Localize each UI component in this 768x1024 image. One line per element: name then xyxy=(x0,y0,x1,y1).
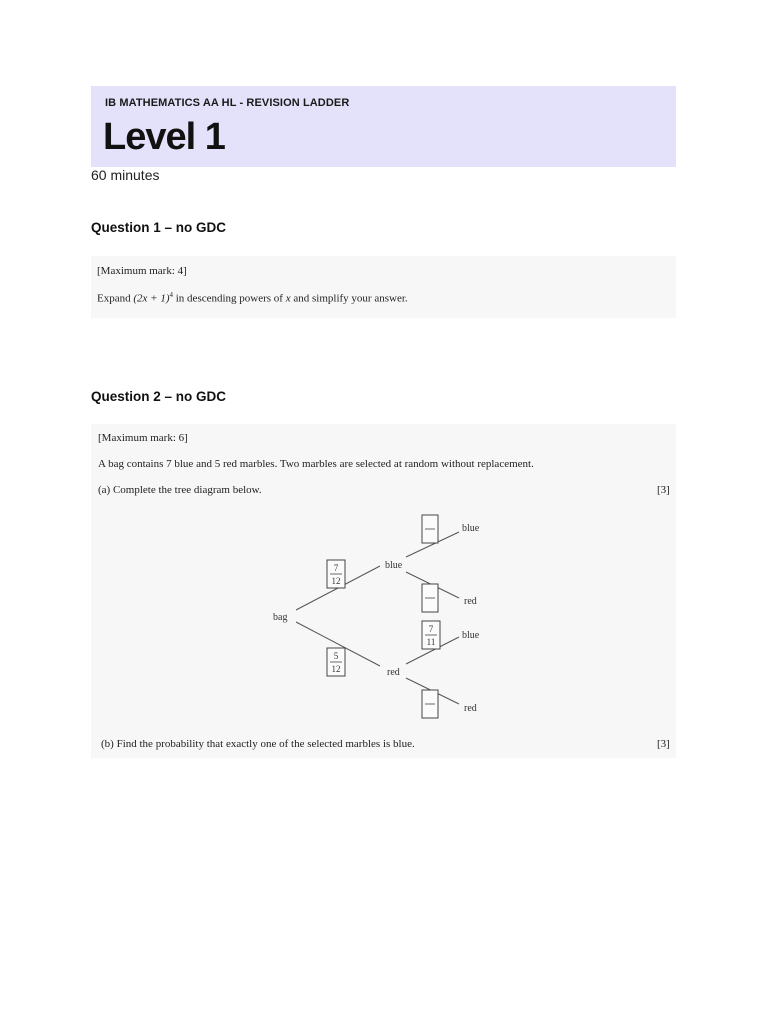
question-2-max-mark: [Maximum mark: 6] xyxy=(98,432,188,444)
p-red-numerator: 5 xyxy=(333,651,339,661)
node-first-red: red xyxy=(387,667,400,678)
course-kicker: IB MATHEMATICS AA HL - REVISION LADDER xyxy=(105,97,350,109)
question-2-part-a: (a) Complete the tree diagram below. xyxy=(98,484,262,496)
question-1-body xyxy=(91,256,676,318)
question-1-max-mark: [Maximum mark: 4] xyxy=(97,265,187,277)
prompt-text-mid: in descending powers of xyxy=(173,292,286,305)
question-2-intro: A bag contains 7 blue and 5 red marbles. Two marbles are selected at random without replacement. xyxy=(98,458,534,470)
node-blue-red: red xyxy=(464,596,477,607)
part-b-marks: [3] xyxy=(657,738,670,750)
node-bag: bag xyxy=(273,612,288,623)
p-red-denominator: 12 xyxy=(331,664,341,674)
node-blue-blue: blue xyxy=(462,523,480,534)
p-red-blue-numerator: 7 xyxy=(428,624,434,634)
expression-power: 4 xyxy=(169,291,173,299)
question-2-body xyxy=(91,424,676,758)
question-2-part-b: (b) Find the probability that exactly one of the selected marbles is blue. xyxy=(101,738,415,750)
prompt-text-before: Expand xyxy=(97,292,134,305)
question-1-heading: Question 1 – no GDC xyxy=(91,220,227,235)
expression-base: (2x + 1) xyxy=(133,292,170,305)
p-blue-denominator: 12 xyxy=(331,576,341,586)
question-2-heading: Question 2 – no GDC xyxy=(91,389,227,404)
duration-label: 60 minutes xyxy=(91,167,160,183)
node-red-red: red xyxy=(464,703,477,714)
title-banner xyxy=(91,86,676,167)
p-red-blue-denominator: 11 xyxy=(426,637,436,647)
p-blue-numerator: 7 xyxy=(333,563,339,573)
node-first-blue: blue xyxy=(385,560,403,571)
variable: x xyxy=(285,292,291,305)
tree-diagram xyxy=(91,424,676,758)
prompt-text-after: and simplify your answer. xyxy=(290,292,408,305)
question-1-prompt xyxy=(97,291,408,305)
page-title: Level 1 xyxy=(103,116,225,158)
node-red-blue: blue xyxy=(462,630,480,641)
part-a-marks: [3] xyxy=(657,484,670,496)
